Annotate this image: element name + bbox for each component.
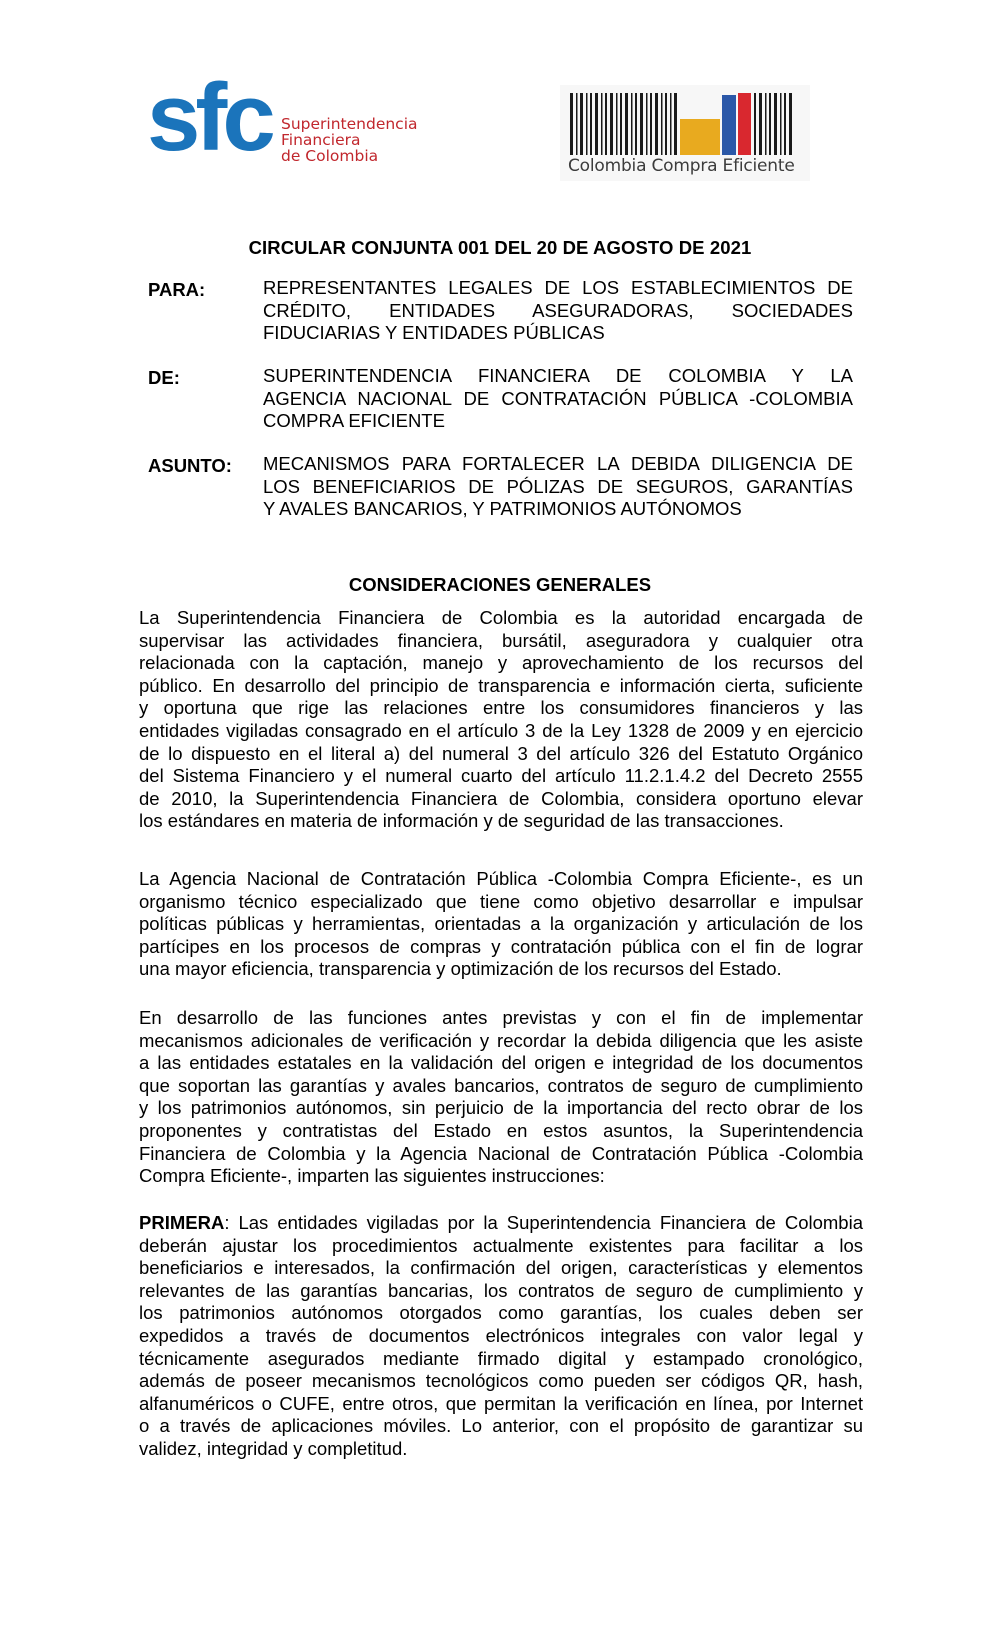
paragraph-line: una mayor eficiencia, transparencia y optimización de los recursos del Estado. [139, 958, 782, 980]
cce-yellow-block [680, 119, 720, 155]
paragraph-line: organismo técnico especializado que tiene como objetivo desarrollar e impulsar [139, 890, 863, 912]
de-value-line: AGENCIA NACIONAL DE CONTRATACIÓN PÚBLICA -COLOMBIA [263, 387, 853, 409]
de-value-line: SUPERINTENDENCIA FINANCIERA DE COLOMBIA Y LA [263, 365, 853, 386]
paragraph-line: los patrimonios autónomos otorgados como garantías, los cuales deben ser [139, 1302, 863, 1324]
paragraph-line: Financiera de Colombia y la Agencia Nacional de Contratación Pública -Colombia [139, 1142, 863, 1164]
paragraph-line: y los patrimonios autónomos, sin perjuicio de la importancia del recto obrar de los [139, 1097, 863, 1119]
paragraph-primera [139, 1212, 863, 1461]
paragraph-line: partícipes en los procesos de compras y contratación pública con el fin de lograr [139, 935, 863, 957]
de-label: DE: [148, 367, 180, 388]
paragraph-line: En desarrollo de las funciones antes previstas y con el fin de implementar [139, 1007, 863, 1028]
sfc-logo-mark: sfc [147, 64, 271, 171]
paragraph-2 [139, 868, 863, 981]
cce-blue-block [722, 95, 736, 155]
para-value [263, 277, 853, 345]
document-title: CIRCULAR CONJUNTA 001 DEL 20 DE AGOSTO DE 2021 [248, 237, 752, 258]
asunto-value-line: MECANISMOS PARA FORTALECER LA DEBIDA DILIGENCIA DE [263, 453, 853, 474]
paragraph-line: relacionada con la captación, manejo y aprovechamiento de los recursos del [139, 652, 863, 674]
cce-red-block [738, 93, 751, 155]
paragraph-line: y oportuna que rige las relaciones entre los consumidores financieros y las [139, 697, 863, 719]
para-value-line: REPRESENTANTES LEGALES DE LOS ESTABLECIMIENTOS DE [263, 277, 853, 298]
paragraph-line: mecanismos adicionales de verificación y recordar la debida diligencia que les asiste [139, 1029, 863, 1051]
paragraph-line: La Superintendencia Financiera de Colombia es la autoridad encargada de [139, 607, 863, 628]
sfc-logo-line: de Colombia [281, 147, 379, 165]
asunto-value-line: Y AVALES BANCARIOS, Y PATRIMONIOS AUTÓNOMOS [263, 498, 742, 520]
de-value [263, 365, 853, 433]
sfc-logo-text [281, 116, 418, 164]
de-value-line: COMPRA EFICIENTE [263, 410, 445, 432]
paragraph-line: supervisar las actividades financiera, bursátil, aseguradora y cualquier otra [139, 629, 863, 651]
paragraph-line: del Sistema Financiero y el numeral cuarto del artículo 11.2.1.4.2 del Decreto 2555 [139, 765, 863, 787]
paragraph-line [139, 1212, 863, 1235]
para-value-line: FIDUCIARIAS Y ENTIDADES PÚBLICAS [263, 322, 605, 344]
paragraph-line: público. En desarrollo del principio de transparencia e información cierta, suficiente [139, 674, 863, 696]
paragraph-line: deberán ajustar los procedimientos actualmente existentes para facilitar a los [139, 1234, 863, 1256]
primera-lead: PRIMERA [139, 1212, 225, 1233]
asunto-value-line: LOS BENEFICIARIOS DE PÓLIZAS DE SEGUROS, GARANTÍAS [263, 475, 853, 497]
paragraph-line: alfanuméricos o CUFE, entre otros, que permitan la verificación en línea, por Internet [139, 1392, 863, 1414]
section-title: CONSIDERACIONES GENERALES [348, 574, 652, 595]
paragraph-line: políticas públicas y herramientas, orientadas a la organización y articulación de los [139, 913, 863, 935]
para-value-line: CRÉDITO, ENTIDADES ASEGURADORAS, SOCIEDADES [263, 299, 853, 321]
para-label: PARA: [148, 279, 206, 300]
asunto-label: ASUNTO: [148, 455, 232, 476]
sfc-logo-line: Superintendencia [281, 115, 418, 133]
sfc-logo-line: Financiera [281, 131, 361, 149]
paragraph-line: o a través de aplicaciones móviles. Lo anterior, con el propósito de garantizar su [139, 1415, 863, 1437]
paragraph-line: de 2010, la Superintendencia Financiera de Colombia, considera oportuno elevar [139, 787, 863, 809]
paragraph-line: técnicamente asegurados mediante firmado digital y estampado cronológico, [139, 1347, 863, 1369]
paragraph-3 [139, 1007, 863, 1188]
cce-logo [560, 85, 810, 181]
paragraph-line: proponentes y contratistas del Estado en estos asuntos, la Superintendencia [139, 1119, 863, 1141]
paragraph-line: beneficiarios e interesados, la confirmación del origen, características y elementos [139, 1257, 863, 1279]
paragraph-1 [139, 607, 863, 833]
sfc-logo [147, 64, 427, 174]
paragraph-line: de lo dispuesto en el literal a) del numeral 3 del artículo 326 del Estatuto Orgánico [139, 742, 863, 764]
paragraph-line: expedidos a través de documentos electrónicos integrales con valor legal y [139, 1324, 863, 1346]
paragraph-line: entidades vigiladas consagrado en el artículo 3 de la Ley 1328 de 2009 y en ejercicio [139, 719, 863, 741]
cce-logo-text: Colombia Compra Eficiente [568, 156, 795, 176]
paragraph-line: validez, integridad y completitud. [139, 1437, 408, 1459]
paragraph-line: a las entidades estatales en la validación del origen e integridad de los documentos [139, 1052, 863, 1074]
barcode-icon [570, 93, 800, 155]
paragraph-line: Compra Eficiente-, imparten las siguientes instrucciones: [139, 1165, 605, 1187]
paragraph-line: La Agencia Nacional de Contratación Pública -Colombia Compra Eficiente-, es un [139, 868, 863, 889]
primera-first-rest: : Las entidades vigiladas por la Superintendencia Financiera de Colombia [224, 1212, 863, 1233]
paragraph-line: que soportan las garantías y avales bancarios, contratos de seguro de cumplimiento [139, 1074, 863, 1096]
paragraph-line: además de poseer mecanismos tecnológicos como pueden ser códigos QR, hash, [139, 1370, 863, 1392]
paragraph-line: relevantes de las garantías bancarias, los contratos de seguro de cumplimiento y [139, 1279, 863, 1301]
paragraph-line: los estándares en materia de información y de seguridad de las transacciones. [139, 810, 784, 832]
asunto-value [263, 453, 853, 521]
